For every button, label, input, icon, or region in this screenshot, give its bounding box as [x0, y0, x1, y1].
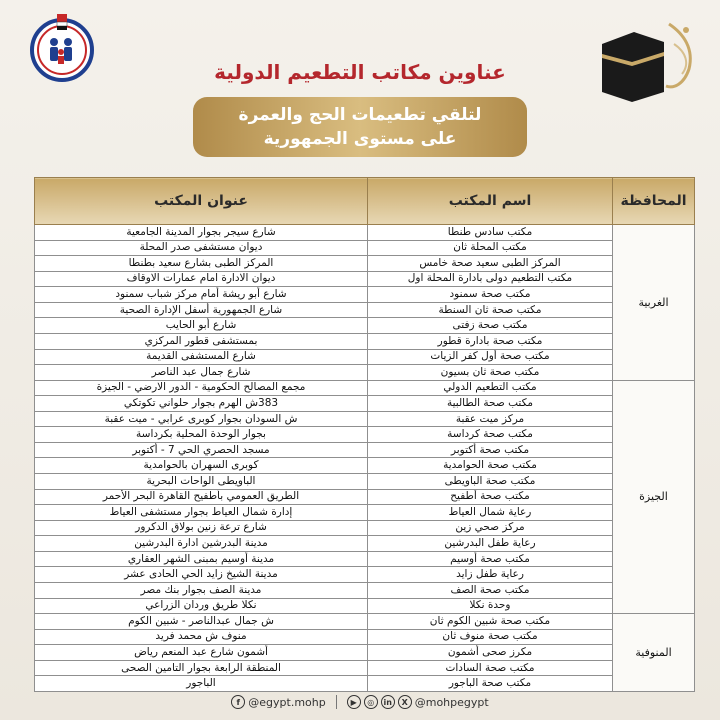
office-name-cell: مكتب صحة الحوامدية — [368, 458, 613, 474]
office-name-cell: رعاية طفل البدرشين — [368, 536, 613, 552]
table-row — [35, 660, 695, 676]
kaaba-ramadan-decoration — [594, 14, 704, 102]
office-address-cell: شارع أبو ريشة أمام مركز شباب سمنود — [35, 287, 368, 303]
table-row — [35, 614, 695, 630]
table-row — [35, 442, 695, 458]
office-name-cell: مكتب صحة شبين الكوم ثان — [368, 614, 613, 630]
office-name-cell: مكتب التطعيم دولى بادارة المحلة اول — [368, 271, 613, 287]
office-name-cell: مكتب صحة الباجور — [368, 676, 613, 692]
office-address-cell: نكلا طريق وردان الزراعي — [35, 598, 368, 614]
table-row — [35, 474, 695, 490]
office-name-cell: مكتب صحة أطفيح — [368, 489, 613, 505]
office-name-cell: مكتب المحلة ثان — [368, 240, 613, 256]
office-address-cell: شارع المستشفى القديمة — [35, 349, 368, 365]
office-address-cell: شارع ترعة زنين بولاق الدكرور — [35, 520, 368, 536]
offices-table — [34, 177, 695, 692]
table-row — [35, 489, 695, 505]
subtitle-banner — [193, 97, 527, 157]
office-name-cell: مركز ميت عقبة — [368, 411, 613, 427]
office-name-cell: مكتب صحة أول كفر الزيات — [368, 349, 613, 365]
table-row — [35, 598, 695, 614]
governorate-cell: الغربية — [613, 225, 695, 381]
office-name-cell: مكرز صحى أشمون — [368, 645, 613, 661]
office-address-cell: كوبرى السهران بالحوامدية — [35, 458, 368, 474]
office-name-cell: مكتب صحة الباويطى — [368, 474, 613, 490]
office-name-cell: وحدة نكلا — [368, 598, 613, 614]
subtitle-line-2: على مستوى الجمهورية — [263, 129, 457, 149]
table-row — [35, 287, 695, 303]
office-name-cell: المركز الطبى سعيد صحة خامس — [368, 256, 613, 272]
table-row — [35, 333, 695, 349]
office-address-cell: إدارة شمال العياط بجوار مستشفى العياط — [35, 505, 368, 521]
header-office-address: عنوان المكتب — [35, 178, 368, 225]
facebook-icon: f — [231, 695, 245, 709]
office-address-cell: مدينة أوسيم بمبنى الشهر العقاري — [35, 551, 368, 567]
governorate-cell: المنوفية — [613, 614, 695, 692]
office-address-cell: ديوان مستشفى صدر المحلة — [35, 240, 368, 256]
office-address-cell: الباجور — [35, 676, 368, 692]
table-row — [35, 520, 695, 536]
office-address-cell: مدينة الشيخ زايد الحي الحادى عشر — [35, 567, 368, 583]
table-row — [35, 302, 695, 318]
office-address-cell: بمستشفى قطور المركزي — [35, 333, 368, 349]
table-row — [35, 567, 695, 583]
table-row — [35, 458, 695, 474]
table-row — [35, 629, 695, 645]
table-row — [35, 505, 695, 521]
office-name-cell: مكتب صحة الصف — [368, 582, 613, 598]
header-office-name: اسم المكتب — [368, 178, 613, 225]
office-address-cell: ش جمال عبدالناصر - شبين الكوم — [35, 614, 368, 630]
subtitle-line-1: لتلقي تطعيمات الحج والعمرة — [238, 105, 482, 125]
table-header-row — [35, 178, 695, 225]
office-address-cell: 383ش الهرم بجوار حلواني تكوتكي — [35, 396, 368, 412]
office-address-cell: شارع أبو الحايب — [35, 318, 368, 334]
table-row — [35, 536, 695, 552]
governorate-cell: الجيزة — [613, 380, 695, 613]
table-row — [35, 271, 695, 287]
office-address-cell: منوف ش محمد فريد — [35, 629, 368, 645]
table-row — [35, 365, 695, 381]
table-row — [35, 380, 695, 396]
office-name-cell: مكتب صحة ثان بسيون — [368, 365, 613, 381]
table-row — [35, 582, 695, 598]
office-address-cell: مسجد الحصري الحي 7 - أكتوبر — [35, 442, 368, 458]
office-address-cell: أشمون شارع عبد المنعم رياض — [35, 645, 368, 661]
office-address-cell: الباويطى الواحات البحرية — [35, 474, 368, 490]
instagram-icon: ◎ — [364, 695, 378, 709]
table-row — [35, 411, 695, 427]
office-name-cell: مكتب صحة السادات — [368, 660, 613, 676]
office-address-cell: شارع سيجر بجوار المدينة الجامعية — [35, 225, 368, 241]
facebook-link[interactable] — [231, 695, 325, 709]
footer — [0, 690, 720, 714]
office-name-cell: رعاية طفل زايد — [368, 567, 613, 583]
office-address-cell: بجوار الوحدة المحلية بكرداسة — [35, 427, 368, 443]
social-links[interactable] — [347, 695, 489, 709]
office-address-cell: مدينة الصف بجوار بنك مصر — [35, 582, 368, 598]
office-address-cell: المنطقة الرابعة بجوار التامين الصحى — [35, 660, 368, 676]
office-address-cell: مجمع المصالح الحكومية - الدور الارضي - الجيزة — [35, 380, 368, 396]
office-name-cell: مركز صحي زين — [368, 520, 613, 536]
table-row — [35, 318, 695, 334]
office-name-cell: رعاية شمال العياط — [368, 505, 613, 521]
facebook-handle: @egypt.mohp — [248, 695, 326, 709]
office-address-cell: شارع جمال عبد الناصر — [35, 365, 368, 381]
office-name-cell: مكتب صحة بادارة قطور — [368, 333, 613, 349]
footer-divider — [336, 695, 337, 709]
social-handle: @mohpegypt — [414, 695, 489, 709]
office-name-cell: مكتب صحة الطالبية — [368, 396, 613, 412]
office-address-cell: المركز الطبى بشارع سعيد بطنطا — [35, 256, 368, 272]
linkedin-icon: in — [381, 695, 395, 709]
table-row — [35, 256, 695, 272]
table-row — [35, 349, 695, 365]
office-name-cell: مكتب صحة ثان السنطة — [368, 302, 613, 318]
table-row — [35, 427, 695, 443]
office-name-cell: مكتب صحة منوف ثان — [368, 629, 613, 645]
header-governorate: المحافظة — [613, 178, 695, 225]
table-row — [35, 225, 695, 241]
table-row — [35, 240, 695, 256]
office-address-cell: الطريق العمومي بأطفيح القاهرة البحر الأحمر — [35, 489, 368, 505]
youtube-icon: ▶ — [347, 695, 361, 709]
table-body — [35, 225, 695, 692]
office-name-cell: مكتب صحة زفتى — [368, 318, 613, 334]
table-row — [35, 645, 695, 661]
office-name-cell: مكتب صحة أوسيم — [368, 551, 613, 567]
office-name-cell: مكتب التطعيم الدولي — [368, 380, 613, 396]
office-name-cell: مكتب صحة أكتوبر — [368, 442, 613, 458]
office-address-cell: ش السودان بجوار كوبرى عرابي - ميت عقبة — [35, 411, 368, 427]
office-name-cell: مكتب صحة سمنود — [368, 287, 613, 303]
office-address-cell: ديوان الادارة امام عمارات الاوقاف — [35, 271, 368, 287]
table-row — [35, 396, 695, 412]
x-icon: X — [398, 695, 412, 709]
office-address-cell: مدينة البدرشين ادارة البدرشين — [35, 536, 368, 552]
page-title: عناوين مكاتب التطعيم الدولية — [214, 60, 506, 84]
ministry-logo — [10, 12, 100, 84]
table-row — [35, 551, 695, 567]
office-name-cell: مكتب صحة كرداسة — [368, 427, 613, 443]
office-name-cell: مكتب سادس طنطا — [368, 225, 613, 241]
office-address-cell: شارع الجمهورية أسفل الإدارة الصحية — [35, 302, 368, 318]
